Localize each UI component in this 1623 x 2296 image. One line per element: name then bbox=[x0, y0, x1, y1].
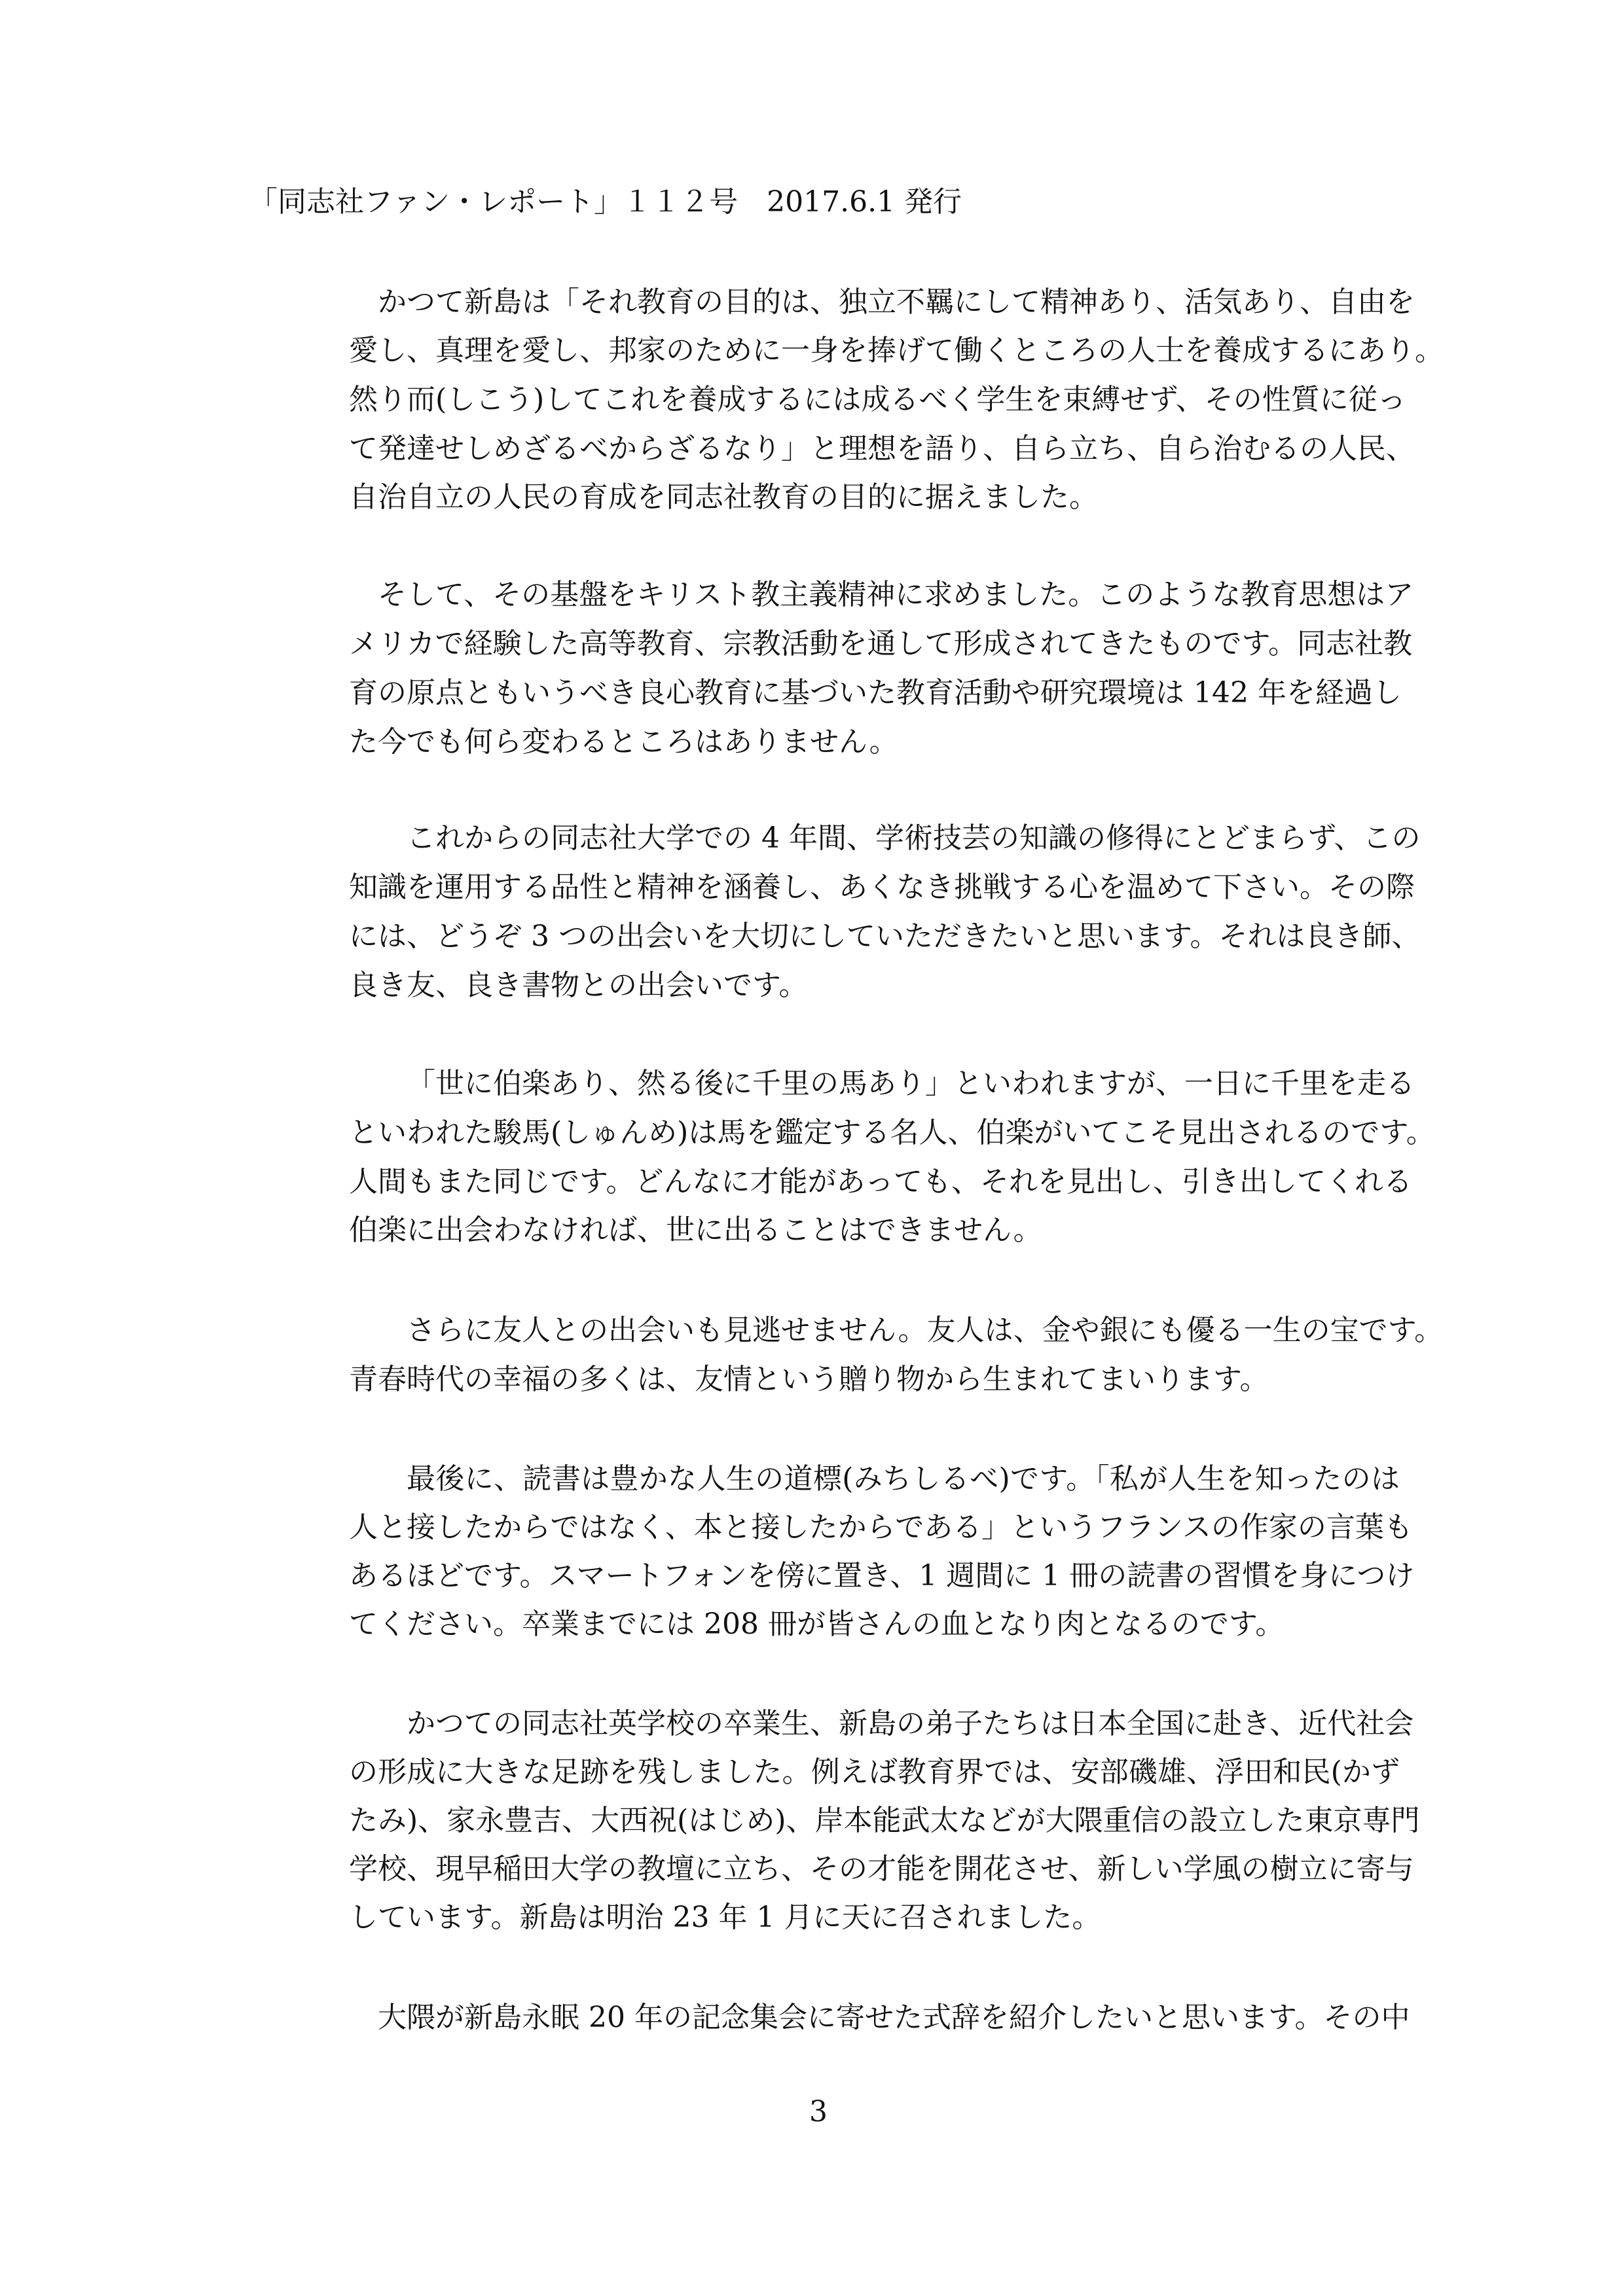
paragraph-line: てください。卒業までには 208 冊が皆さんの血となり肉となるのです。 bbox=[349, 1607, 1285, 1641]
paragraph-line: 青春時代の幸福の多くは、友情という贈り物から生まれてまいります。 bbox=[349, 1363, 1269, 1396]
paragraph-line: 知識を運用する品性と精神を涵養し、あくなき挑戦する心を温めて下さい。その際 bbox=[349, 870, 1415, 904]
paragraph-line: たみ)、家永豊吉、大西祝(はじめ)、岸本能武太などが大隈重信の設立した東京専門 bbox=[349, 1804, 1420, 1837]
paragraph-line: 学校、現早稲田大学の教壇に立ち、その才能を開花させ、新しい学風の樹立に寄与 bbox=[349, 1852, 1414, 1886]
paragraph-line: 人と接したからではなく、本と接したからである」というフランスの作家の言葉も bbox=[349, 1511, 1413, 1544]
paragraph-line: 人間もまた同じです。どんなに才能があっても、それを見出し、引き出してくれる bbox=[349, 1165, 1413, 1198]
paragraph-line: 自治自立の人民の育成を同志社教育の目的に据えました。 bbox=[349, 480, 1098, 514]
paragraph-line: 然り而(しこう)してこれを養成するには成るべく学生を束縛せず、その性質に従っ bbox=[349, 383, 1406, 416]
paragraph-line: かつて新島は「それ教育の目的は、独立不羈にして精神あり、活気あり、自由を bbox=[378, 285, 1415, 319]
paragraph-line: メリカで経験した高等教育、宗教活動を通して形成されてきたものです。同志社教 bbox=[349, 627, 1413, 660]
page-number: 3 bbox=[809, 2095, 828, 2128]
paragraph-line: には、どうぞ 3 つの出会いを大切にしていただきたいと思います。それは良き師、 bbox=[349, 920, 1421, 953]
paragraph-line: かつての同志社英学校の卒業生、新島の弟子たちは日本全国に赴き、近代社会 bbox=[407, 1707, 1414, 1740]
paragraph-line: さらに友人との出会いも見逃せません。友人は、金や銀にも優る一生の宝です。 bbox=[407, 1314, 1444, 1347]
paragraph-line: これからの同志社大学での 4 年間、学術技芸の知識の修得にとどまらず、この bbox=[407, 821, 1421, 855]
paragraph-line: 育の原点ともいうべき良心教育に基づいた教育活動や研究環境は 142 年を経過し bbox=[349, 676, 1402, 709]
paragraph-line: た今でも何ら変わるところはありません。 bbox=[349, 725, 898, 759]
paragraph-line: の形成に大きな足跡を残しました。例えば教育界では、安部磯雄、浮田和民(かず bbox=[349, 1755, 1400, 1789]
paragraph-line: 良き友、良き書物との出会いです。 bbox=[349, 969, 808, 1002]
document-header: 「同志社ファン・レポート」１１２号 2017.6.1 発行 bbox=[249, 185, 962, 219]
paragraph-line: て発達せしめざるべからざるなり」と理想を語り、自ら立ち、自ら治むるの人民、 bbox=[349, 432, 1415, 465]
paragraph-line: といわれた駿馬(しゅんめ)は馬を鑑定する名人、伯楽がいてこそ見出されるのです。 bbox=[349, 1116, 1435, 1149]
paragraph-line: 大隈が新島永眠 20 年の記念集会に寄せた式辞を紹介したいと思います。その中 bbox=[378, 2001, 1410, 2034]
paragraph-line: 「世に伯楽あり、然る後に千里の馬あり」といわれますが、一日に千里を走る bbox=[407, 1067, 1415, 1100]
paragraph-line: 最後に、読書は豊かな人生の道標(みちしるべ)です。「私が人生を知ったのは bbox=[407, 1462, 1400, 1496]
paragraph-line: 愛し、真理を愛し、邦家のために一身を捧げて働くところの人士を養成するにあり。 bbox=[349, 334, 1444, 367]
paragraph-line: そして、その基盤をキリスト教主義精神に求めました。このような教育思想はア bbox=[378, 578, 1414, 611]
paragraph-line: あるほどです。スマートフォンを傍に置き、1 週間に 1 冊の読書の習慣を身につけ bbox=[349, 1559, 1415, 1592]
paragraph-line: しています。新島は明治 23 年 1 月に天に召されました。 bbox=[349, 1901, 1101, 1934]
paragraph-line: 伯楽に出会わなければ、世に出ることはできません。 bbox=[349, 1213, 1042, 1247]
